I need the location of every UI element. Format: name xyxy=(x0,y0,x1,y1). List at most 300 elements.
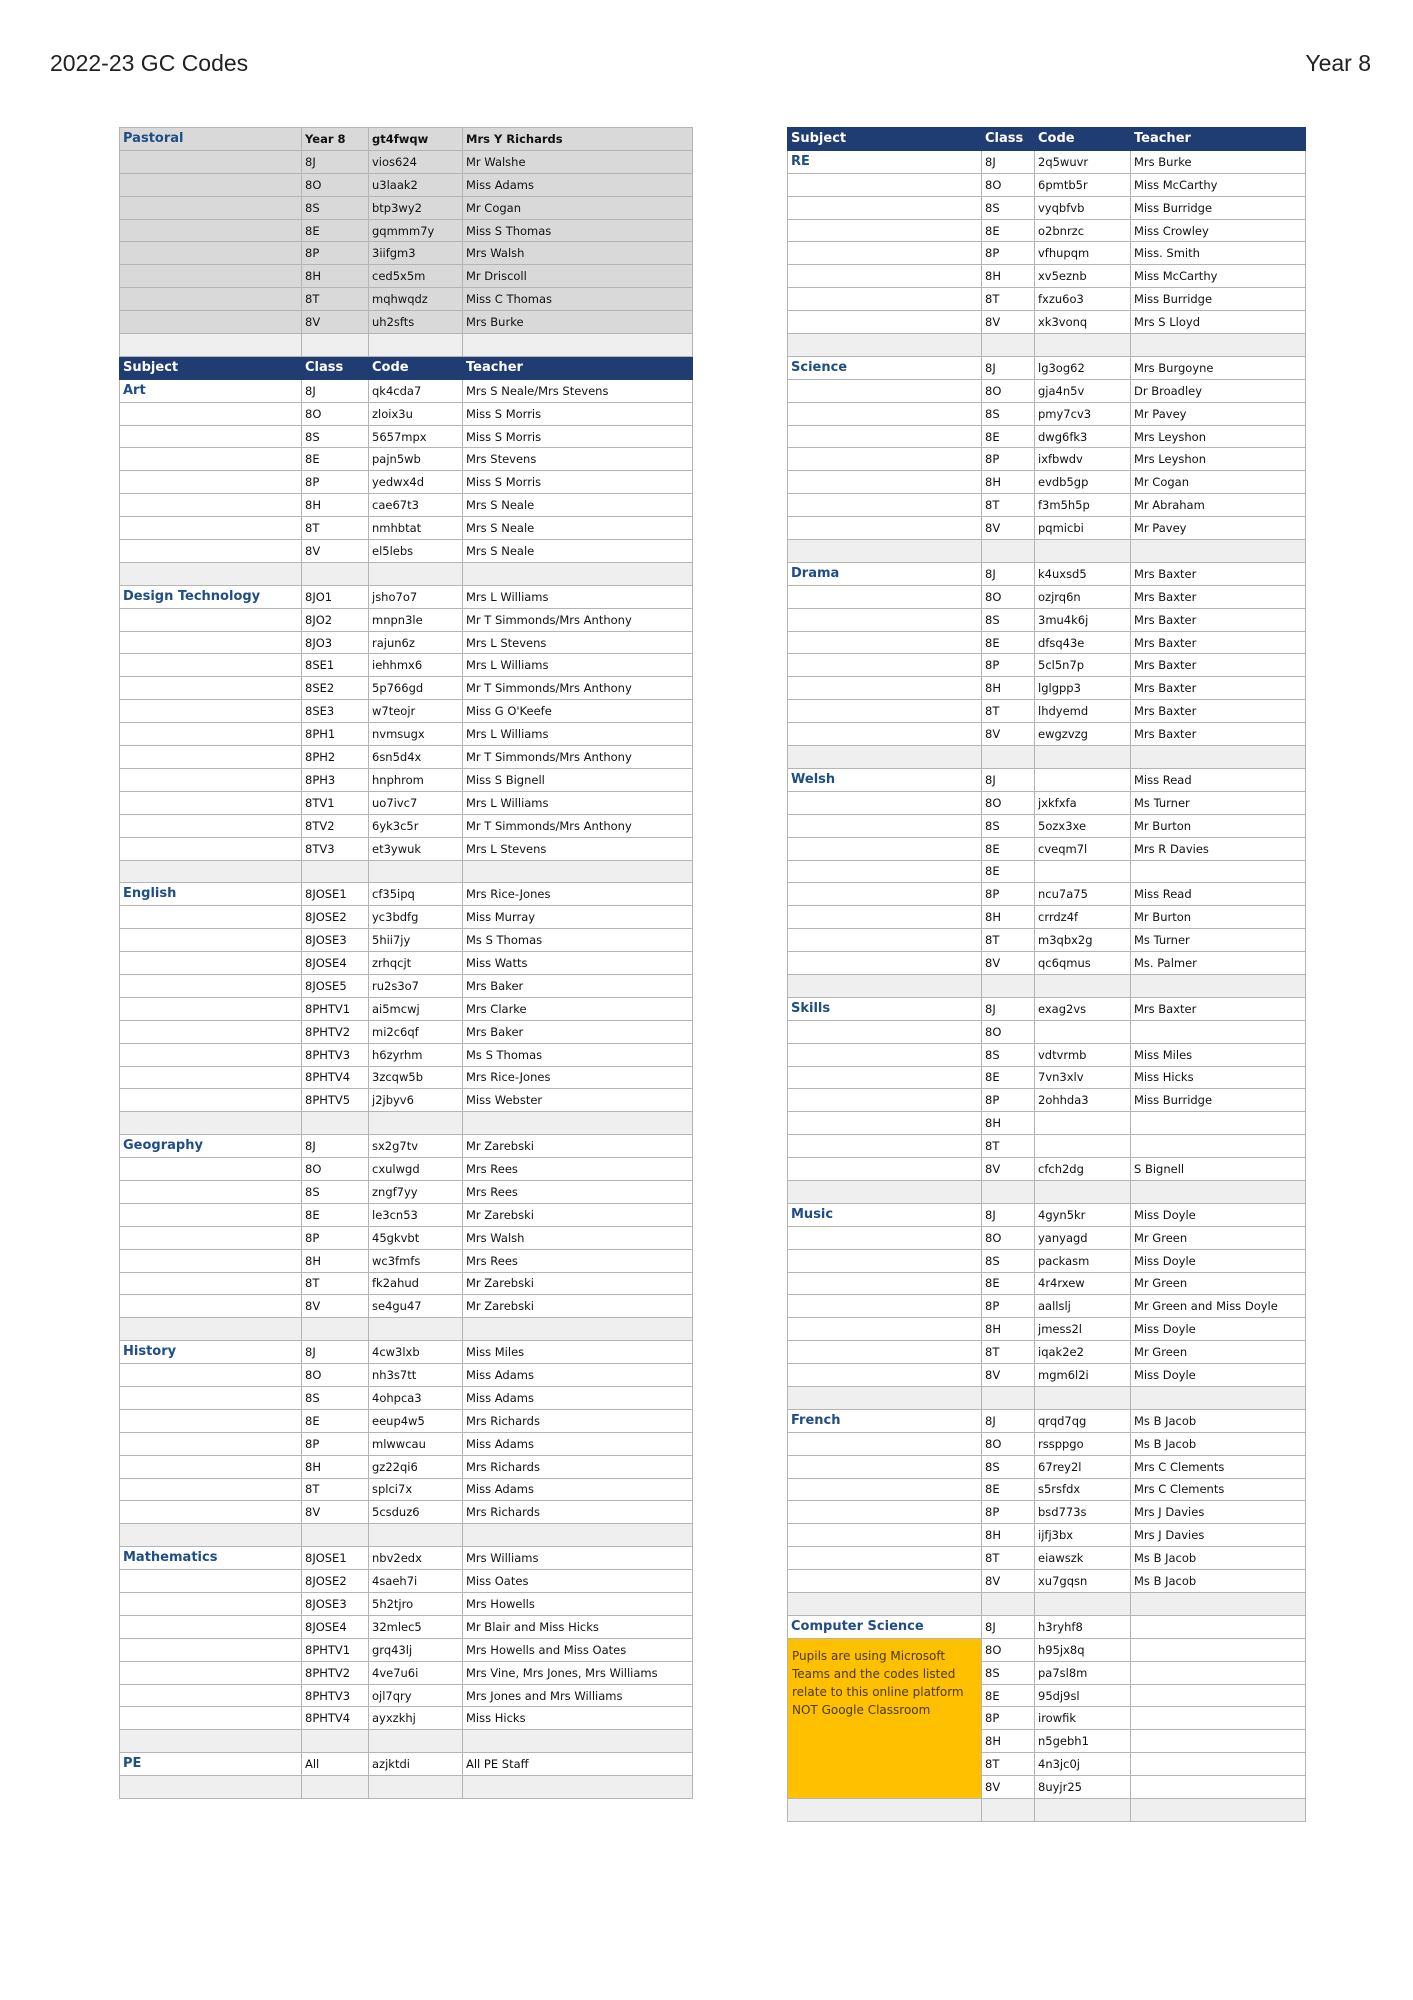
table-row xyxy=(788,1547,1306,1570)
code-cell: xk3vonq xyxy=(1035,311,1131,334)
class-cell: 8P xyxy=(982,1501,1035,1524)
class-cell: 8O xyxy=(302,1158,369,1181)
code-cell: f3m5h5p xyxy=(1035,494,1131,517)
table-row xyxy=(120,471,693,494)
class-cell: 8P xyxy=(302,1432,369,1455)
subject-cell xyxy=(788,288,982,311)
class-cell: 8P xyxy=(982,654,1035,677)
code-cell: pqmicbi xyxy=(1035,517,1131,540)
teacher-cell xyxy=(1131,1799,1306,1822)
table-row xyxy=(788,1226,1306,1249)
class-cell: 8PHTV2 xyxy=(302,1661,369,1684)
subject-drama: Drama xyxy=(788,562,982,585)
class-cell: 8PHTV2 xyxy=(302,1020,369,1043)
class-cell: 8JOSE1 xyxy=(302,1547,369,1570)
subject-cell xyxy=(120,562,302,585)
class-cell: 8J xyxy=(982,356,1035,379)
subject-cell xyxy=(788,1020,982,1043)
subject-cell xyxy=(120,1570,302,1593)
teacher-cell: Mrs J Davies xyxy=(1131,1524,1306,1547)
table-row xyxy=(788,1318,1306,1341)
table-row xyxy=(788,837,1306,860)
class-cell: 8O xyxy=(982,1638,1035,1661)
teacher-cell xyxy=(1131,1638,1306,1661)
spacer-row xyxy=(120,562,693,585)
code-cell: rssppgo xyxy=(1035,1432,1131,1455)
class-cell: 8J xyxy=(302,379,369,402)
subject-cell xyxy=(788,1135,982,1158)
code-cell: 67rey2l xyxy=(1035,1455,1131,1478)
teacher-cell: Ms B Jacob xyxy=(1131,1570,1306,1593)
class-cell: 8J xyxy=(982,997,1035,1020)
code-cell: cveqm7l xyxy=(1035,837,1131,860)
subject-cell xyxy=(120,1272,302,1295)
class-cell: 8PH2 xyxy=(302,746,369,769)
class-cell xyxy=(302,1524,369,1547)
teacher-cell xyxy=(463,334,693,357)
teacher-cell: Miss S Thomas xyxy=(463,219,693,242)
subject-cell xyxy=(120,448,302,471)
subject-cell xyxy=(788,929,982,952)
code-cell: n5gebh1 xyxy=(1035,1730,1131,1753)
class-cell: 8V xyxy=(302,1501,369,1524)
teacher-cell: Mrs L Williams xyxy=(463,585,693,608)
class-cell: 8SE3 xyxy=(302,700,369,723)
code-cell: 4r4rxew xyxy=(1035,1272,1131,1295)
code-cell: ozjrq6n xyxy=(1035,585,1131,608)
subject-music: Music xyxy=(788,1203,982,1226)
subject-cell xyxy=(120,334,302,357)
table-row xyxy=(788,1135,1306,1158)
teacher-cell: Mrs Richards xyxy=(463,1501,693,1524)
code-cell: 32mlec5 xyxy=(369,1615,463,1638)
teacher-cell: Mr Walshe xyxy=(463,150,693,173)
column-header-code: Code xyxy=(369,356,463,379)
subject-cell xyxy=(788,837,982,860)
teacher-cell xyxy=(1131,1707,1306,1730)
column-header-subject: Subject xyxy=(788,128,982,151)
subject-cell xyxy=(120,814,302,837)
subject-cell xyxy=(120,1295,302,1318)
code-cell xyxy=(369,1318,463,1341)
class-cell: 8T xyxy=(982,1341,1035,1364)
table-row xyxy=(788,494,1306,517)
teacher-cell: Miss McCarthy xyxy=(1131,265,1306,288)
teacher-cell xyxy=(463,860,693,883)
class-cell: 8J xyxy=(302,1135,369,1158)
class-cell: 8T xyxy=(982,494,1035,517)
code-cell xyxy=(1035,974,1131,997)
teacher-cell: Miss Murray xyxy=(463,906,693,929)
teacher-cell: Mr Burton xyxy=(1131,906,1306,929)
teacher-cell: Mrs Howells and Miss Oates xyxy=(463,1638,693,1661)
teacher-cell: Mrs S Neale xyxy=(463,494,693,517)
teacher-cell: Mrs Baxter xyxy=(1131,677,1306,700)
class-cell: 8E xyxy=(302,448,369,471)
table-row xyxy=(120,1547,693,1570)
table-row xyxy=(788,448,1306,471)
class-cell: 8V xyxy=(982,311,1035,334)
table-row xyxy=(120,929,693,952)
class-cell: 8PHTV4 xyxy=(302,1707,369,1730)
class-cell: 8H xyxy=(302,494,369,517)
pastoral-row xyxy=(120,196,693,219)
subject-cell xyxy=(120,723,302,746)
table-row xyxy=(788,1570,1306,1593)
column-header-row xyxy=(788,128,1306,151)
teacher-cell: Mrs L Williams xyxy=(463,723,693,746)
spacer-row xyxy=(788,1180,1306,1203)
subject-cell xyxy=(788,746,982,769)
teacher-cell xyxy=(463,1112,693,1135)
class-cell xyxy=(982,974,1035,997)
class-cell: 8TV1 xyxy=(302,791,369,814)
code-cell: gja4n5v xyxy=(1035,379,1131,402)
teacher-cell xyxy=(463,1524,693,1547)
code-cell xyxy=(369,1524,463,1547)
teacher-cell: Ms Turner xyxy=(1131,791,1306,814)
code-cell xyxy=(1035,768,1131,791)
code-cell: 5ozx3xe xyxy=(1035,814,1131,837)
table-row xyxy=(788,814,1306,837)
spacer-row xyxy=(120,860,693,883)
subject-cell xyxy=(788,425,982,448)
teacher-cell: Mrs Walsh xyxy=(463,242,693,265)
teacher-cell: Mr Zarebski xyxy=(463,1135,693,1158)
class-cell: 8O xyxy=(302,402,369,425)
code-cell: 4n3jc0j xyxy=(1035,1753,1131,1776)
teacher-cell xyxy=(1131,860,1306,883)
subject-cell xyxy=(788,1593,982,1616)
table-row xyxy=(120,677,693,700)
teacher-cell: Mrs Leyshon xyxy=(1131,448,1306,471)
class-cell: 8V xyxy=(302,311,369,334)
code-cell: h95jx8q xyxy=(1035,1638,1131,1661)
class-cell: 8S xyxy=(302,425,369,448)
table-row xyxy=(788,150,1306,173)
table-row xyxy=(120,1593,693,1616)
table-row xyxy=(120,997,693,1020)
subject-mathematics: Mathematics xyxy=(120,1547,302,1570)
table-row xyxy=(788,1638,1306,1661)
class-cell: 8JOSE1 xyxy=(302,883,369,906)
class-cell: 8E xyxy=(982,837,1035,860)
table-row xyxy=(788,1043,1306,1066)
table-row xyxy=(788,1615,1306,1638)
teacher-cell xyxy=(1131,746,1306,769)
class-cell: 8O xyxy=(302,1364,369,1387)
subject-cell xyxy=(788,1112,982,1135)
subject-cell xyxy=(120,837,302,860)
teacher-cell: Miss Miles xyxy=(1131,1043,1306,1066)
teacher-cell: Mr Driscoll xyxy=(463,265,693,288)
class-cell: 8J xyxy=(982,562,1035,585)
code-cell: qrqd7qg xyxy=(1035,1409,1131,1432)
pastoral-row xyxy=(120,173,693,196)
subject-cell xyxy=(120,1776,302,1799)
class-cell: 8PHTV3 xyxy=(302,1043,369,1066)
subject-cell xyxy=(120,1615,302,1638)
code-cell: pa7sl8m xyxy=(1035,1661,1131,1684)
subject-cell xyxy=(120,1112,302,1135)
code-cell: 3zcqw5b xyxy=(369,1066,463,1089)
teacher-cell: Miss Adams xyxy=(463,1432,693,1455)
table-row xyxy=(788,1341,1306,1364)
subject-cell xyxy=(120,746,302,769)
table-row xyxy=(120,1364,693,1387)
subject-cell xyxy=(120,494,302,517)
teacher-cell: Mr Green xyxy=(1131,1272,1306,1295)
teacher-cell: Ms B Jacob xyxy=(1131,1547,1306,1570)
table-row xyxy=(788,1524,1306,1547)
subject-cell xyxy=(788,265,982,288)
table-row xyxy=(788,173,1306,196)
column-header-class: Class xyxy=(302,356,369,379)
subject-cell xyxy=(120,1684,302,1707)
subject-cell xyxy=(788,219,982,242)
table-row xyxy=(120,1158,693,1181)
code-cell: h6zyrhm xyxy=(369,1043,463,1066)
class-cell: 8V xyxy=(302,540,369,563)
code-cell: lglgpp3 xyxy=(1035,677,1131,700)
class-cell: 8JO1 xyxy=(302,585,369,608)
teacher-cell xyxy=(1131,1684,1306,1707)
code-cell: ojl7qry xyxy=(369,1684,463,1707)
table-row xyxy=(120,585,693,608)
teacher-cell xyxy=(1131,1180,1306,1203)
table-row xyxy=(788,242,1306,265)
spacer-row xyxy=(788,540,1306,563)
pastoral-row xyxy=(120,288,693,311)
code-cell: j2jbyv6 xyxy=(369,1089,463,1112)
class-cell: 8S xyxy=(982,814,1035,837)
subject-cell xyxy=(120,1158,302,1181)
subject-cell xyxy=(788,448,982,471)
class-cell: 8P xyxy=(982,1089,1035,1112)
subject-cell xyxy=(788,677,982,700)
class-cell: 8SE2 xyxy=(302,677,369,700)
teacher-cell xyxy=(1131,1776,1306,1799)
table-row xyxy=(788,631,1306,654)
class-cell: 8E xyxy=(982,631,1035,654)
subject-cell xyxy=(788,1043,982,1066)
teacher-cell: Mr Abraham xyxy=(1131,494,1306,517)
subject-cell xyxy=(120,219,302,242)
table-row xyxy=(788,1455,1306,1478)
code-cell: w7teojr xyxy=(369,700,463,723)
class-cell: 8TV3 xyxy=(302,837,369,860)
subject-cell xyxy=(120,906,302,929)
code-cell: o2bnrzc xyxy=(1035,219,1131,242)
class-cell: All xyxy=(302,1753,369,1776)
class-cell: 8V xyxy=(982,1364,1035,1387)
subject-cell xyxy=(788,1501,982,1524)
subject-cell xyxy=(120,1409,302,1432)
table-row xyxy=(788,1272,1306,1295)
subject-design-technology: Design Technology xyxy=(120,585,302,608)
class-cell: 8S xyxy=(982,1249,1035,1272)
subject-cell xyxy=(120,517,302,540)
table-row xyxy=(788,1089,1306,1112)
class-cell: 8JOSE4 xyxy=(302,1615,369,1638)
subject-cell xyxy=(788,1318,982,1341)
table-row xyxy=(120,1455,693,1478)
code-cell: packasm xyxy=(1035,1249,1131,1272)
class-cell: 8S xyxy=(982,608,1035,631)
class-cell: 8H xyxy=(982,265,1035,288)
table-row xyxy=(120,1707,693,1730)
subject-cell xyxy=(788,654,982,677)
code-cell xyxy=(1035,334,1131,357)
teacher-cell: Miss. Smith xyxy=(1131,242,1306,265)
class-cell: 8S xyxy=(302,1386,369,1409)
class-cell: 8S xyxy=(982,1455,1035,1478)
table-row xyxy=(120,1432,693,1455)
class-cell xyxy=(302,562,369,585)
subject-cell xyxy=(788,402,982,425)
pastoral-row xyxy=(120,311,693,334)
class-cell: 8H xyxy=(982,1524,1035,1547)
class-cell: 8P xyxy=(982,1295,1035,1318)
subject-computer-science: Computer Science xyxy=(788,1615,982,1638)
column-header-subject: Subject xyxy=(120,356,302,379)
teacher-cell: Mrs Baker xyxy=(463,974,693,997)
teacher-cell: Miss Read xyxy=(1131,768,1306,791)
subject-french: French xyxy=(788,1409,982,1432)
subject-pe: PE xyxy=(120,1753,302,1776)
teacher-cell: Mrs Walsh xyxy=(463,1226,693,1249)
code-cell: rajun6z xyxy=(369,631,463,654)
teacher-cell: Mrs Rees xyxy=(463,1158,693,1181)
table-row xyxy=(120,746,693,769)
class-cell: 8PH1 xyxy=(302,723,369,746)
class-cell: 8S xyxy=(302,196,369,219)
table-row xyxy=(120,425,693,448)
table-row xyxy=(788,1158,1306,1181)
subject-cell xyxy=(788,1295,982,1318)
subject-cell xyxy=(788,242,982,265)
teacher-cell: Ms B Jacob xyxy=(1131,1432,1306,1455)
subject-cell xyxy=(120,677,302,700)
table-row xyxy=(788,425,1306,448)
code-cell: ru2s3o7 xyxy=(369,974,463,997)
left-codes-table xyxy=(119,127,693,1799)
code-cell: 3mu4k6j xyxy=(1035,608,1131,631)
spacer-row xyxy=(120,1112,693,1135)
class-cell: 8JO3 xyxy=(302,631,369,654)
table-row xyxy=(120,1089,693,1112)
teacher-cell: Mrs Baxter xyxy=(1131,585,1306,608)
code-cell: splci7x xyxy=(369,1478,463,1501)
class-cell: 8V xyxy=(982,1776,1035,1799)
class-cell: 8J xyxy=(982,1615,1035,1638)
code-cell: ced5x5m xyxy=(369,265,463,288)
class-cell: 8H xyxy=(982,906,1035,929)
class-cell: 8S xyxy=(982,402,1035,425)
class-cell: 8E xyxy=(982,1272,1035,1295)
teacher-cell: Mrs Clarke xyxy=(463,997,693,1020)
column-header-teacher: Teacher xyxy=(463,356,693,379)
subject-cell xyxy=(788,1066,982,1089)
code-cell: yc3bdfg xyxy=(369,906,463,929)
pastoral-row xyxy=(120,265,693,288)
table-row xyxy=(120,1570,693,1593)
code-cell: 4saeh7i xyxy=(369,1570,463,1593)
teacher-cell: Mrs Jones and Mrs Williams xyxy=(463,1684,693,1707)
pastoral-row xyxy=(120,242,693,265)
class-cell: 8PHTV4 xyxy=(302,1066,369,1089)
subject-cell xyxy=(120,402,302,425)
teacher-cell: Mrs Rees xyxy=(463,1249,693,1272)
table-row xyxy=(788,1112,1306,1135)
code-cell: yanyagd xyxy=(1035,1226,1131,1249)
subject-cell xyxy=(788,860,982,883)
teacher-cell: Miss Doyle xyxy=(1131,1249,1306,1272)
table-row xyxy=(788,906,1306,929)
spacer-row xyxy=(788,1593,1306,1616)
table-row xyxy=(788,1066,1306,1089)
subject-cell xyxy=(788,1272,982,1295)
code-cell: sx2g7tv xyxy=(369,1135,463,1158)
subject-welsh: Welsh xyxy=(788,768,982,791)
class-cell: 8H xyxy=(982,471,1035,494)
class-cell: 8O xyxy=(302,173,369,196)
teacher-cell: Mr Green xyxy=(1131,1341,1306,1364)
code-cell xyxy=(369,1776,463,1799)
code-cell: lhdyemd xyxy=(1035,700,1131,723)
teacher-cell: Mrs Leyshon xyxy=(1131,425,1306,448)
subject-cell xyxy=(788,334,982,357)
teacher-cell xyxy=(1131,1615,1306,1638)
class-cell: 8J xyxy=(982,1409,1035,1432)
code-cell: 8uyjr25 xyxy=(1035,1776,1131,1799)
table-row xyxy=(120,906,693,929)
subject-cell xyxy=(120,631,302,654)
subject-cell xyxy=(120,1364,302,1387)
code-cell: zloix3u xyxy=(369,402,463,425)
teacher-cell: Mrs Richards xyxy=(463,1455,693,1478)
code-cell: jmess2l xyxy=(1035,1318,1131,1341)
teacher-cell: Miss Oates xyxy=(463,1570,693,1593)
teacher-cell: Mrs Williams xyxy=(463,1547,693,1570)
code-cell: ai5mcwj xyxy=(369,997,463,1020)
table-row xyxy=(788,585,1306,608)
teacher-cell: Ms S Thomas xyxy=(463,929,693,952)
table-row xyxy=(788,677,1306,700)
code-cell: 5cl5n7p xyxy=(1035,654,1131,677)
subject-cell xyxy=(788,1547,982,1570)
code-cell: mqhwqdz xyxy=(369,288,463,311)
code-cell: crrdz4f xyxy=(1035,906,1131,929)
table-row xyxy=(120,1501,693,1524)
table-row xyxy=(788,471,1306,494)
code-cell: 4ohpca3 xyxy=(369,1386,463,1409)
code-cell: uh2sfts xyxy=(369,311,463,334)
pastoral-row xyxy=(120,219,693,242)
code-cell xyxy=(1035,540,1131,563)
code-cell xyxy=(1035,1180,1131,1203)
class-cell: 8V xyxy=(982,1158,1035,1181)
table-row xyxy=(120,517,693,540)
code-cell: grq43lj xyxy=(369,1638,463,1661)
code-cell xyxy=(1035,746,1131,769)
subject-cell xyxy=(120,1501,302,1524)
subject-geography: Geography xyxy=(120,1135,302,1158)
class-cell: 8S xyxy=(982,1043,1035,1066)
subject-cell xyxy=(120,952,302,975)
subject-cell xyxy=(120,1249,302,1272)
code-cell: 6yk3c5r xyxy=(369,814,463,837)
